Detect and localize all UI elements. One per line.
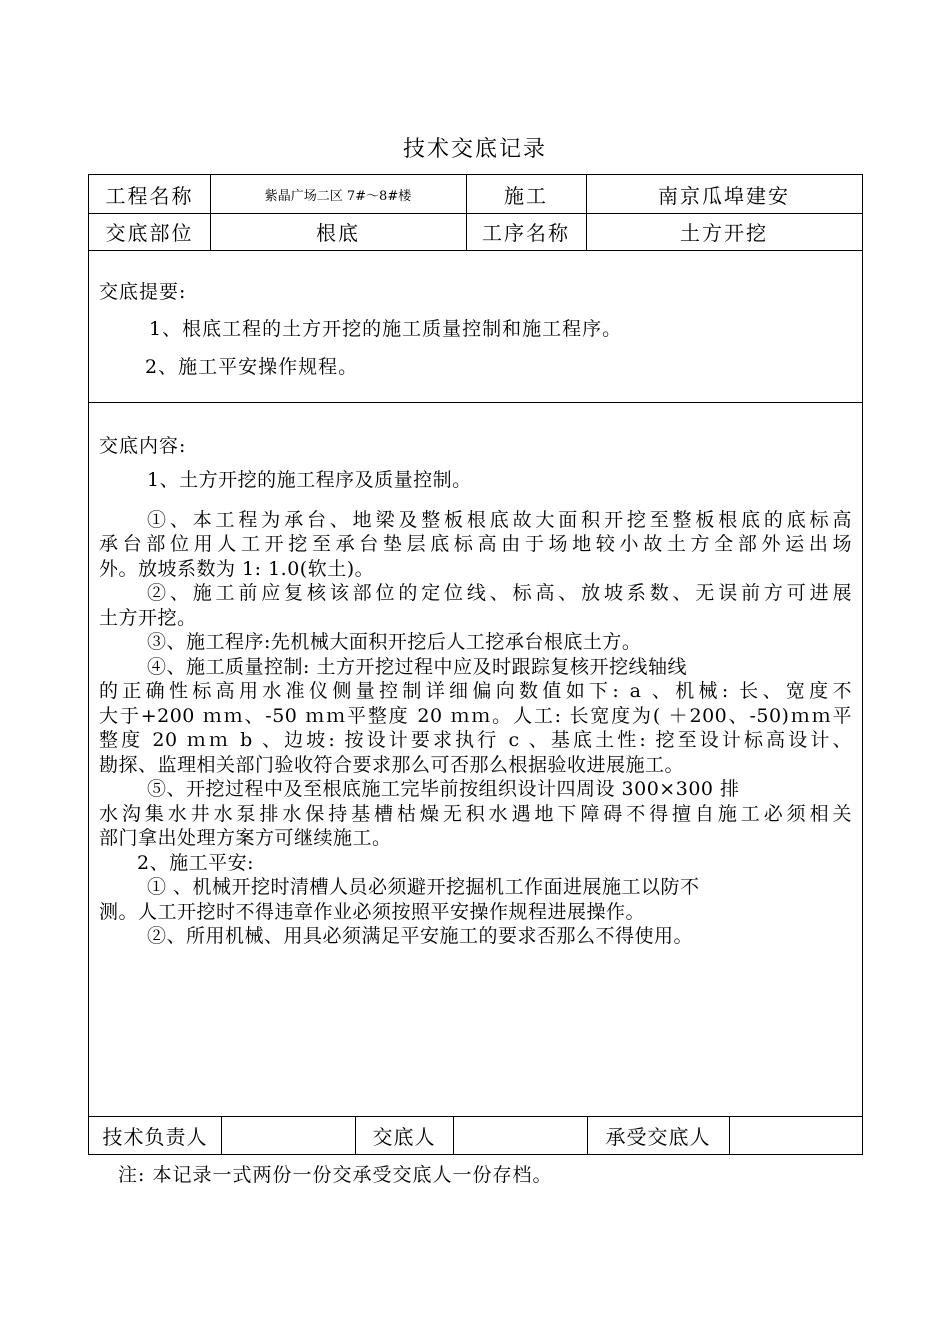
- content-line: 勘探、监理相关部门验收符合要求那么可否那么根据验收进展施工。: [99, 753, 685, 776]
- content-line: 1、土方开挖的施工程序及质量控制。: [147, 469, 472, 491]
- construction-label: 施工: [504, 183, 548, 208]
- process-label: 工序名称: [482, 221, 570, 245]
- project-name-label: 工程名称: [105, 183, 194, 208]
- project-name-value: 紫晶广场二区 7#～8#楼: [264, 188, 412, 204]
- summary-heading: 交底提要:: [99, 281, 187, 303]
- content-line: ③、施工程序:先机械大面积开挖后人工挖承台根底土方。: [147, 631, 642, 653]
- document-title: 技术交底记录: [402, 137, 547, 162]
- tech-lead-label: 技术负责人: [102, 1124, 208, 1149]
- briefing-form: [88, 174, 863, 1155]
- content-line: 承台部位用人工开挖至承台垫层底标高由于场地较小故土方全部外运出场: [99, 533, 852, 555]
- construction-value: 南京瓜埠建安: [658, 183, 790, 208]
- summary-item: 2、施工平安操作规程。: [145, 356, 359, 378]
- content-line: ④、施工质量控制: 土方开挖过程中应及时跟踪复核开挖线轴线: [147, 655, 687, 678]
- row-divider: [89, 402, 862, 403]
- presenter-label: 交底人: [372, 1124, 436, 1149]
- footnote: 注: 本记录一式两份一份交承受交底人一份存档。: [118, 1164, 553, 1186]
- content-line: ① 、机械开挖时清槽人员必须避开挖掘机工作面进展施工以防不: [147, 876, 700, 898]
- content-heading: 交底内容:: [99, 435, 187, 457]
- content-line: 水沟集水井水泵排水保持基槽枯燥无积水遇地下障碍不得擅自施工必须相关: [99, 802, 852, 825]
- content-section: [99, 431, 852, 949]
- part-label: 交底部位: [105, 221, 194, 245]
- content-line: 测。人工开挖时不得违章作业必须按照平安操作规程进展操作。: [99, 900, 646, 923]
- presenter-signature-field[interactable]: [453, 1116, 587, 1154]
- row-divider: [89, 250, 862, 251]
- content-line: 外。放坡系数为 1: 1.0(软土)。: [99, 557, 375, 580]
- summary-item: 1、根底工程的土方开挖的施工质量控制和施工程序。: [149, 318, 623, 340]
- content-line: ②、所用机械、用具必须满足平安施工的要求否那么不得使用。: [147, 925, 694, 947]
- content-line: ⑤、开挖过程中及至根底施工完毕前按组织设计四周设 300×300 排: [147, 778, 740, 800]
- receiver-label: 承受交底人: [605, 1124, 711, 1149]
- content-line: 2、施工平安:: [137, 851, 254, 874]
- summary-section: [99, 277, 852, 386]
- content-line: 的正确性标高用水准仪侧量控制详细偏向数值如下: a 、机械: 长、宽度不: [99, 680, 852, 702]
- process-value: 土方开挖: [680, 221, 768, 245]
- receiver-signature-field[interactable]: [729, 1116, 862, 1154]
- content-line: 土方开挖。: [99, 606, 197, 629]
- tech-lead-signature-field[interactable]: [221, 1116, 355, 1154]
- content-line: 部门拿出处理方案方可继续施工。: [99, 827, 392, 849]
- content-line: ①、本工程为承台、地梁及整板根底故大面积开挖至整板根底的底标高: [147, 508, 852, 531]
- content-line: 大于+200 ｍｍ、-50 ｍｍ平整度 20 ｍｍ。人工: 长宽度为( ＋200、-50)ｍｍ平: [99, 704, 852, 727]
- content-line: 整度 20 ｍｍ b 、边坡: 按设计要求执行 c 、基底土性: 挖至设计标高设计、: [99, 729, 852, 751]
- content-line: ②、施工前应复核该部位的定位线、标高、放坡系数、无误前方可进展: [147, 582, 852, 604]
- part-value: 根底: [316, 221, 360, 245]
